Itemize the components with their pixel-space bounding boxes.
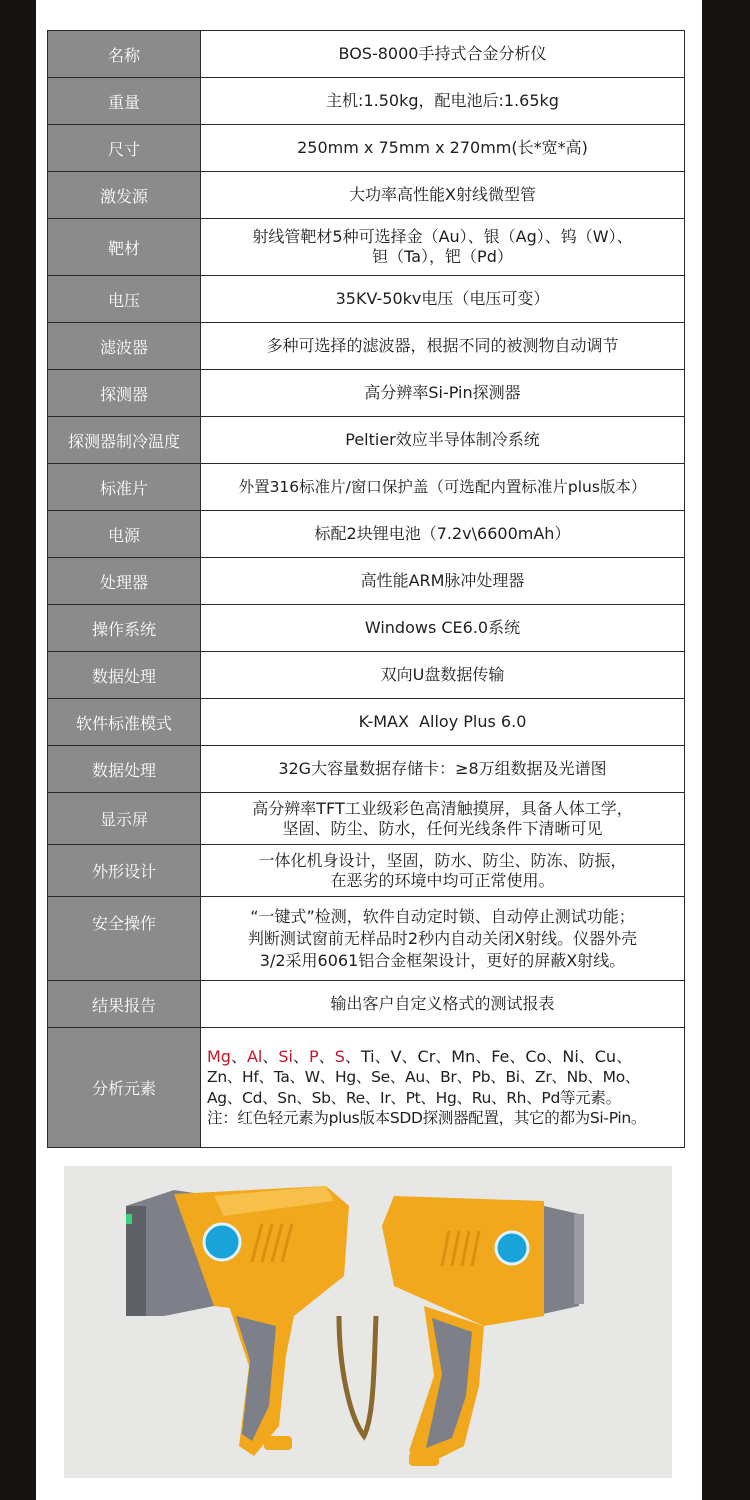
spec-row [48,276,685,323]
spec-value-line: 钽（Ta），钯（Pd） [372,247,513,266]
spec-label: 安全操作 [48,897,201,981]
spec-label: 滤波器 [48,323,201,370]
spec-value: 双向U盘数据传输 [201,652,685,699]
spec-row [48,981,685,1028]
spec-row [48,219,685,276]
red-element: Al [246,1046,263,1066]
red-element: Mg [207,1046,231,1066]
spec-label: 软件标准模式 [48,699,201,746]
spec-value-line: 3/2采用6061铝合金框架设计，更好的屏蔽X射线。 [259,950,626,970]
spec-value: 高分辨率Si-Pin探测器 [201,370,685,417]
red-element: Si [278,1046,293,1066]
spec-value [201,219,685,276]
spec-row [48,31,685,78]
spec-label: 处理器 [48,558,201,605]
element-note: 注：红色轻元素为plus版本SDD探测器配置，其它的都为Si-Pin。 [207,1109,647,1127]
red-element: S [334,1046,345,1066]
spec-value-line: 坚固、防尘、防水，任何光线条件下清晰可见 [282,818,603,838]
spec-label: 外形设计 [48,845,201,897]
spec-label: 电源 [48,511,201,558]
spec-value-line: 射线管靶材5种可选择金（Au）、银（Ag）、钨（W）、 [252,227,633,246]
spec-row [48,845,685,897]
spec-label: 标准片 [48,464,201,511]
spec-value: 大功率高性能X射线微型管 [201,172,685,219]
spec-label: 探测器制冷温度 [48,417,201,464]
element-line: Ag、Cd、Sn、Sb、Re、Ir、Pt、Hg、Ru、Rh、Pd等元素。 [207,1088,621,1107]
spec-row [48,897,685,981]
spec-row [48,511,685,558]
spec-value: 高性能ARM脉冲处理器 [201,558,685,605]
spec-value [201,897,685,981]
spec-row [48,78,685,125]
spec-value: K-MAX Alloy Plus 6.0 [201,699,685,746]
spec-value: 32G大容量数据存储卡：≥8万组数据及光谱图 [201,746,685,793]
spec-value-line: 判断测试窗前无样品时2秒内自动关闭X射线。仪器外壳 [247,928,638,948]
spec-value [201,793,685,845]
spec-value-line: 在恶劣的环境中均可正常使用。 [330,870,555,890]
spec-label: 数据处理 [48,746,201,793]
spec-row [48,323,685,370]
spec-row [48,417,685,464]
spec-label: 分析元素 [48,1028,201,1148]
spec-value [201,845,685,897]
spec-label: 重量 [48,78,201,125]
spec-value: 35KV-50kv电压（电压可变） [201,276,685,323]
spec-row [48,172,685,219]
right-dark-border [702,0,750,1500]
spec-label: 激发源 [48,172,201,219]
element-text: 、Ti、V、Cr、Mn、Fe、Co、Ni、Cu、 [344,1046,633,1066]
spec-row [48,370,685,417]
spec-value-line: 一体化机身设计，坚固，防水、防尘、防冻、防振， [258,850,627,870]
spec-label: 名称 [48,31,201,78]
spec-value: 多种可选择的滤波器，根据不同的被测物自动调节 [201,323,685,370]
spec-value-line: 高分辨率TFT工业级彩色高清触摸屏，具备人体工学， [252,798,633,818]
handheld-analyzer-icon [64,1166,672,1478]
spec-label: 靶材 [48,219,201,276]
spec-value-line: “一键式”检测，软件自动定时锁、自动停止测试功能； [250,906,635,926]
spec-value: 主机:1.50kg，配电池后:1.65kg [201,78,685,125]
spec-label: 数据处理 [48,652,201,699]
spec-table [47,30,685,1148]
spec-label: 电压 [48,276,201,323]
spec-row [48,746,685,793]
spec-row [48,793,685,845]
spec-label: 结果报告 [48,981,201,1028]
spec-value: BOS-8000手持式合金分析仪 [201,31,685,78]
spec-value: 标配2块锂电池（7.2v\6600mAh） [201,511,685,558]
spec-row [48,652,685,699]
spec-row [48,464,685,511]
spec-row [48,125,685,172]
product-photo [64,1166,672,1478]
spec-value: Peltier效应半导体制冷系统 [201,417,685,464]
right-analyzer [382,1196,584,1466]
left-analyzer [126,1186,349,1456]
spec-label: 显示屏 [48,793,201,845]
red-element: P [309,1046,319,1066]
left-dark-border [0,0,36,1500]
spec-label: 操作系统 [48,605,201,652]
element-list [201,1028,685,1148]
spec-row [48,1028,685,1148]
spec-label: 探测器 [48,370,201,417]
spec-label: 尺寸 [48,125,201,172]
element-line: Mg、Al、Si、P、S、Ti、V、Cr、Mn、Fe、Co、Ni、Cu、 [207,1046,633,1066]
spec-value: 输出客户自定义格式的测试报表 [201,981,685,1028]
spec-value: 250mm x 75mm x 270mm(长*宽*高) [201,125,685,172]
spec-value: Windows CE6.0系统 [201,605,685,652]
element-line: Zn、Hf、Ta、W、Hg、Se、Au、Br、Pb、Bi、Zr、Nb、Mo、 [207,1068,641,1086]
spec-row [48,605,685,652]
spec-value: 外置316标准片/窗口保护盖（可选配内置标准片plus版本） [201,464,685,511]
spec-row [48,558,685,605]
spec-row [48,699,685,746]
